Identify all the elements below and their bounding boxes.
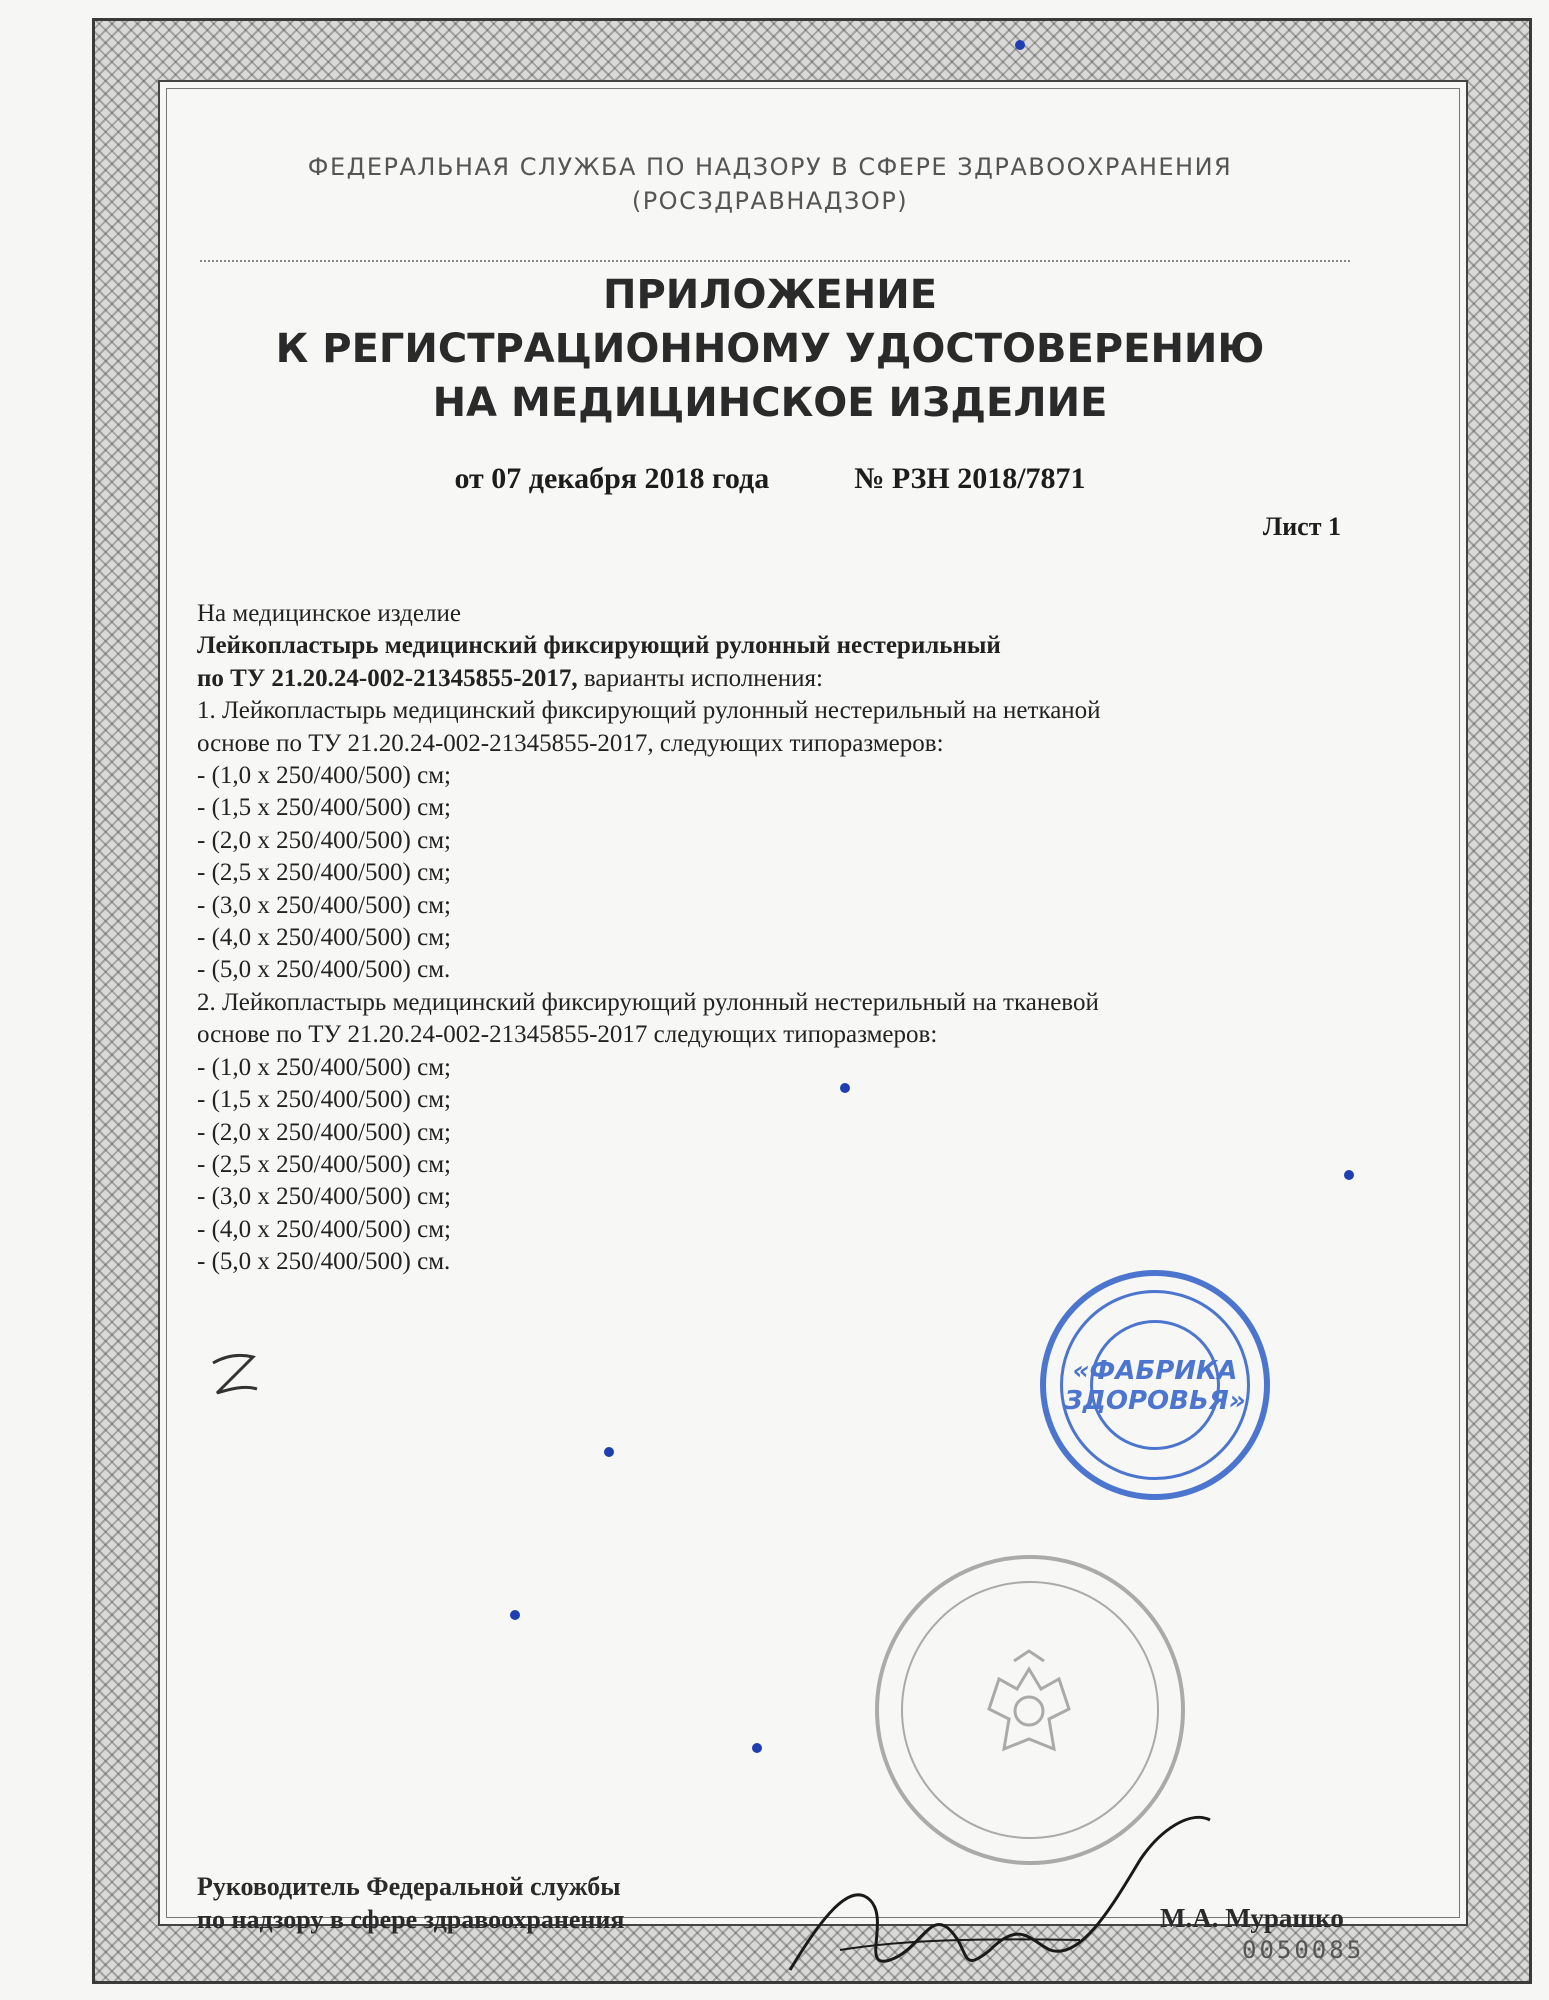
signatory-name: М.А. Мурашко <box>1160 1903 1344 1933</box>
position-line-1: Руководитель Федеральной службы <box>197 1872 621 1901</box>
header-divider <box>200 260 1350 262</box>
list-item: - (3,0 х 250/400/500) см; <box>197 891 451 919</box>
initials-mark <box>205 1345 265 1405</box>
stamp-name-line-1: «ФАБРИКА <box>1072 1356 1238 1386</box>
product-name: Лейкопластырь медицинский фиксирующий рулонный нестерильный <box>197 632 1001 660</box>
document-title <box>200 268 1340 430</box>
company-stamp <box>1040 1270 1270 1500</box>
ink-dot <box>840 1083 850 1093</box>
list-item: - (1,0 х 250/400/500) см; <box>197 1053 451 1081</box>
signature-mark <box>780 1800 1220 1990</box>
stamp-company-name <box>1046 1356 1264 1416</box>
ink-dot <box>1015 40 1025 50</box>
stamp-name-line-2: ЗДОРОВЬЯ» <box>1064 1386 1246 1416</box>
product-spec: по ТУ 21.20.24-002-21345855-2017, <box>197 664 578 692</box>
variant-1-title: 1. Лейкопластырь медицинский фиксирующий рулонный нестерильный на нетканой <box>197 697 1101 725</box>
intro-line: На медицинское изделие <box>197 600 461 627</box>
variant-1-spec: основе по ТУ 21.20.24-002-21345855-2017, следующих типоразмеров: <box>197 729 944 757</box>
agency-abbr: (РОСЗДРАВНАДЗОР) <box>631 187 909 215</box>
agency-name: ФЕДЕРАЛЬНАЯ СЛУЖБА ПО НАДЗОРУ В СФЕРЕ ЗДРАВООХРАНЕНИЯ <box>307 153 1233 181</box>
product-spec-line <box>197 663 1327 695</box>
list-item: - (3,0 х 250/400/500) см; <box>197 1183 451 1211</box>
document-body <box>197 598 1327 1279</box>
list-item: - (5,0 х 250/400/500) см. <box>197 956 451 984</box>
list-item: - (1,5 х 250/400/500) см; <box>197 794 451 822</box>
title-line-2: К РЕГИСТРАЦИОННОМУ УДОСТОВЕРЕНИЮ <box>275 326 1265 372</box>
title-line-1: ПРИЛОЖЕНИЕ <box>602 272 938 318</box>
registration-number: № РЗН 2018/7871 <box>854 462 1086 495</box>
variants-label: варианты исполнения: <box>577 664 823 692</box>
ink-dot <box>752 1743 762 1753</box>
ink-dot <box>604 1447 614 1457</box>
title-line-3: НА МЕДИЦИНСКОЕ ИЗДЕЛИЕ <box>432 380 1108 426</box>
list-item: - (1,5 х 250/400/500) см; <box>197 1086 451 1114</box>
list-item: - (2,0 х 250/400/500) см; <box>197 826 451 854</box>
date-number-line <box>200 462 1340 496</box>
list-item: - (2,5 х 250/400/500) см; <box>197 1150 451 1178</box>
coat-of-arms-icon <box>959 1639 1099 1779</box>
variant-2-title: 2. Лейкопластырь медицинский фиксирующий рулонный нестерильный на тканевой <box>197 988 1099 1016</box>
ink-dot <box>1344 1170 1354 1180</box>
position-line-2: по надзору в сфере здравоохранения <box>197 1905 625 1934</box>
signatory-position <box>197 1870 624 1936</box>
variant-2-spec: основе по ТУ 21.20.24-002-21345855-2017 следующих типоразмеров: <box>197 1021 938 1049</box>
list-item: - (5,0 х 250/400/500) см. <box>197 1248 451 1276</box>
list-item: - (1,0 х 250/400/500) см; <box>197 762 451 790</box>
sheet-number: Лист 1 <box>1262 512 1341 541</box>
ink-dot <box>510 1610 520 1620</box>
serial-number: 0050085 <box>1242 1936 1365 1964</box>
list-item: - (4,0 х 250/400/500) см; <box>197 924 451 952</box>
agency-header <box>200 150 1340 218</box>
list-item: - (2,0 х 250/400/500) см; <box>197 1118 451 1146</box>
list-item: - (2,5 х 250/400/500) см; <box>197 859 451 887</box>
list-item: - (4,0 х 250/400/500) см; <box>197 1215 451 1243</box>
issue-date: от 07 декабря 2018 года <box>454 462 770 495</box>
